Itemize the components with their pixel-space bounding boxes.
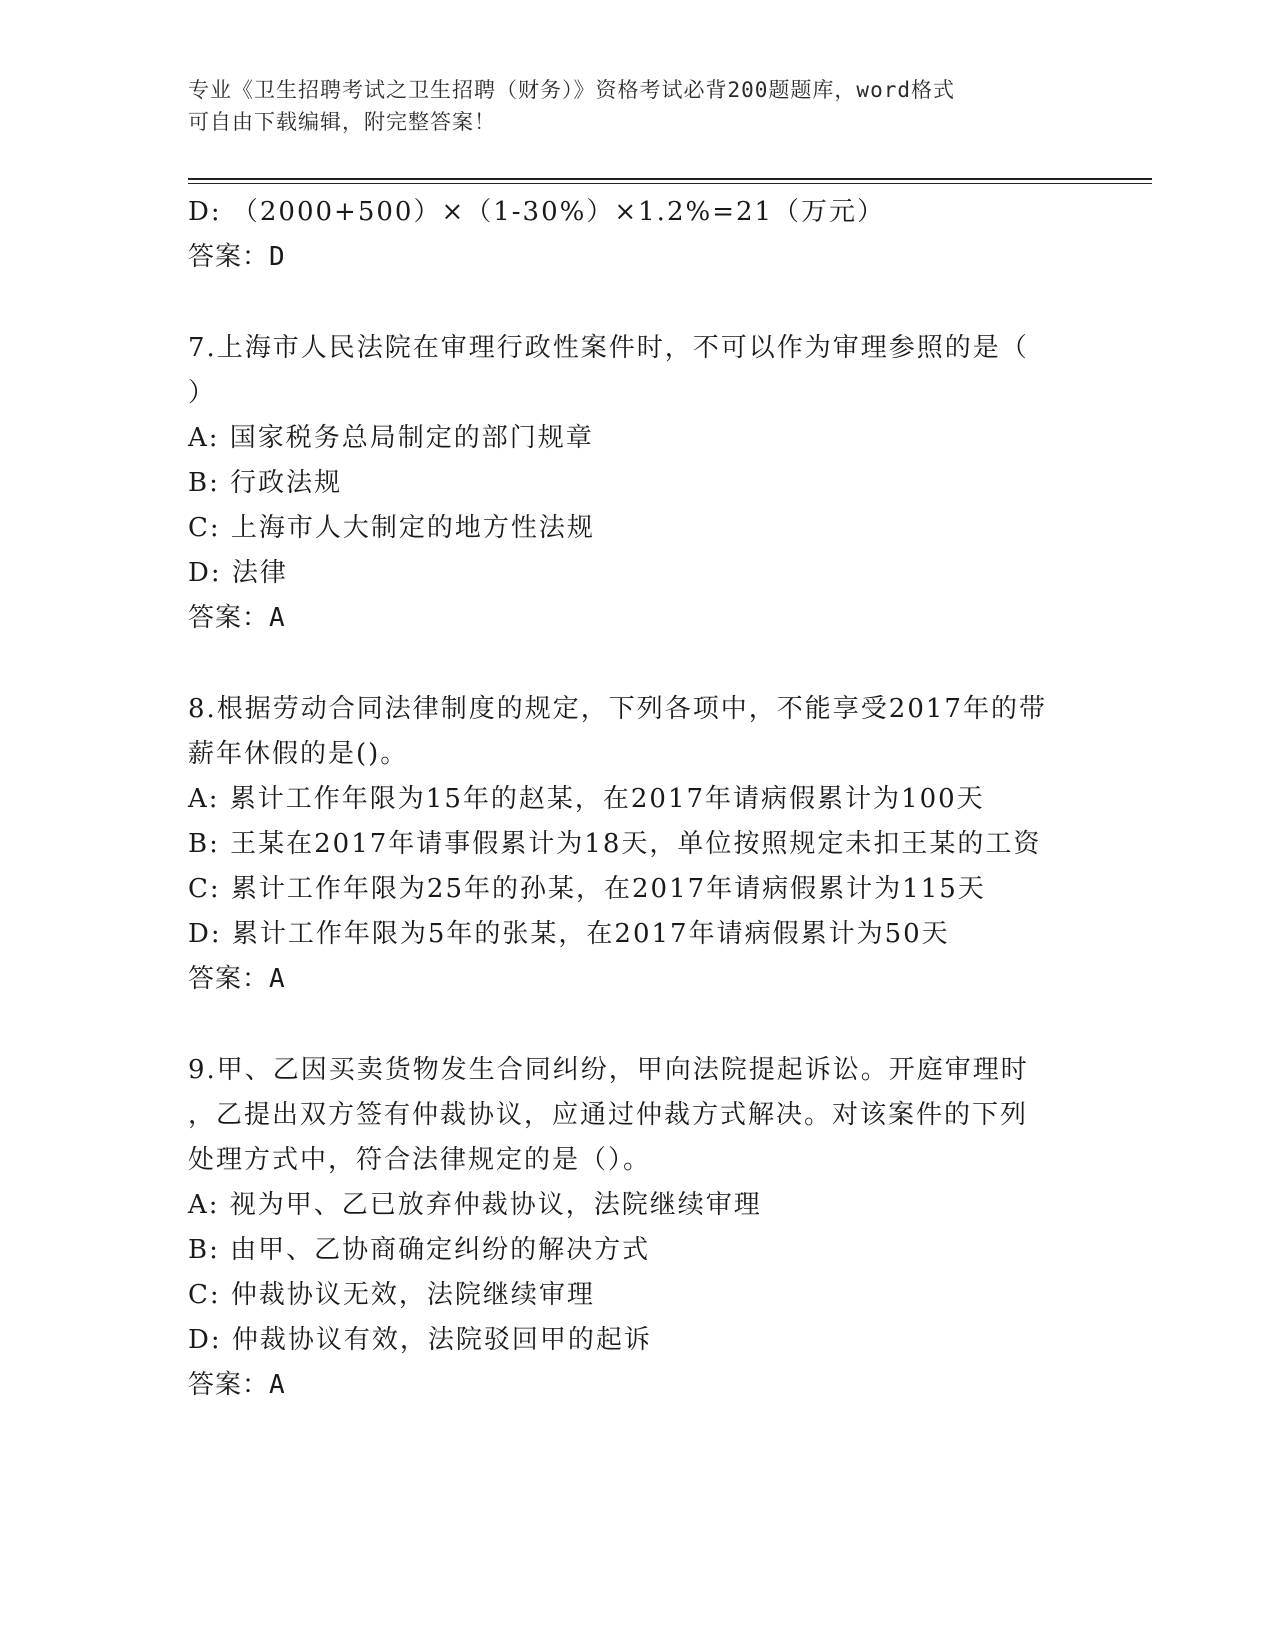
option-d: D: 法律: [188, 558, 288, 588]
option-b: B: 由甲、乙协商确定纠纷的解决方式: [188, 1235, 651, 1265]
question-stem-line: 9.甲、乙因买卖货物发生合同纠纷，甲向法院提起诉讼。开庭审理时: [188, 1055, 1029, 1085]
question-8: [188, 687, 1088, 1002]
header-line-1: 专业《卫生招聘考试之卫生招聘（财务）》资格考试必背200题题库，word格式: [188, 78, 955, 102]
option-b: B: 王某在2017年请事假累计为18天，单位按照规定未扣王某的工资: [188, 829, 1042, 859]
question-stem-line: 处理方式中，符合法律规定的是（）。: [188, 1145, 652, 1175]
question-9: [188, 1048, 1088, 1408]
header-rule-thick: [188, 178, 1152, 180]
option-a: A: 视为甲、乙已放弃仲裁协议，法院继续审理: [188, 1190, 762, 1220]
option-d-continued: D: （2000+500）×（1-30%）×1.2%=21（万元）: [188, 197, 886, 227]
header-line-2: 可自由下载编辑，附完整答案！: [188, 110, 496, 134]
option-b: B: 行政法规: [188, 468, 343, 498]
question-7: [188, 326, 1088, 641]
question-stem-line: ）: [188, 378, 217, 408]
document-header: [188, 74, 1068, 138]
question-stem-line: 8.根据劳动合同法律制度的规定，下列各项中，不能享受2017年的带: [188, 694, 1047, 724]
header-rule-thin: [188, 183, 1152, 184]
option-c: C: 仲裁协议无效，法院继续审理: [188, 1280, 595, 1310]
answer-line: 答案：A: [188, 1370, 286, 1400]
question-stem-line: 薪年休假的是()。: [188, 739, 409, 769]
option-a: A: 累计工作年限为15年的赵某，在2017年请病假累计为100天: [188, 784, 985, 814]
option-c: C: 上海市人大制定的地方性法规: [188, 513, 595, 543]
option-a: A: 国家税务总局制定的部门规章: [188, 423, 594, 453]
answer-line: 答案：A: [188, 603, 286, 633]
answer-line: 答案：D: [188, 242, 286, 272]
option-c: C: 累计工作年限为25年的孙某，在2017年请病假累计为115天: [188, 874, 986, 904]
question-stem-line: 7.上海市人民法院在审理行政性案件时，不可以作为审理参照的是（: [188, 333, 1029, 363]
option-d: D: 累计工作年限为5年的张某，在2017年请病假累计为50天: [188, 919, 950, 949]
document-body: [188, 190, 1088, 1408]
answer-line: 答案：A: [188, 964, 286, 994]
option-d: D: 仲裁协议有效，法院驳回甲的起诉: [188, 1325, 652, 1355]
question-stem-line: ，乙提出双方签有仲裁协议，应通过仲裁方式解决。对该案件的下列: [188, 1100, 1029, 1130]
